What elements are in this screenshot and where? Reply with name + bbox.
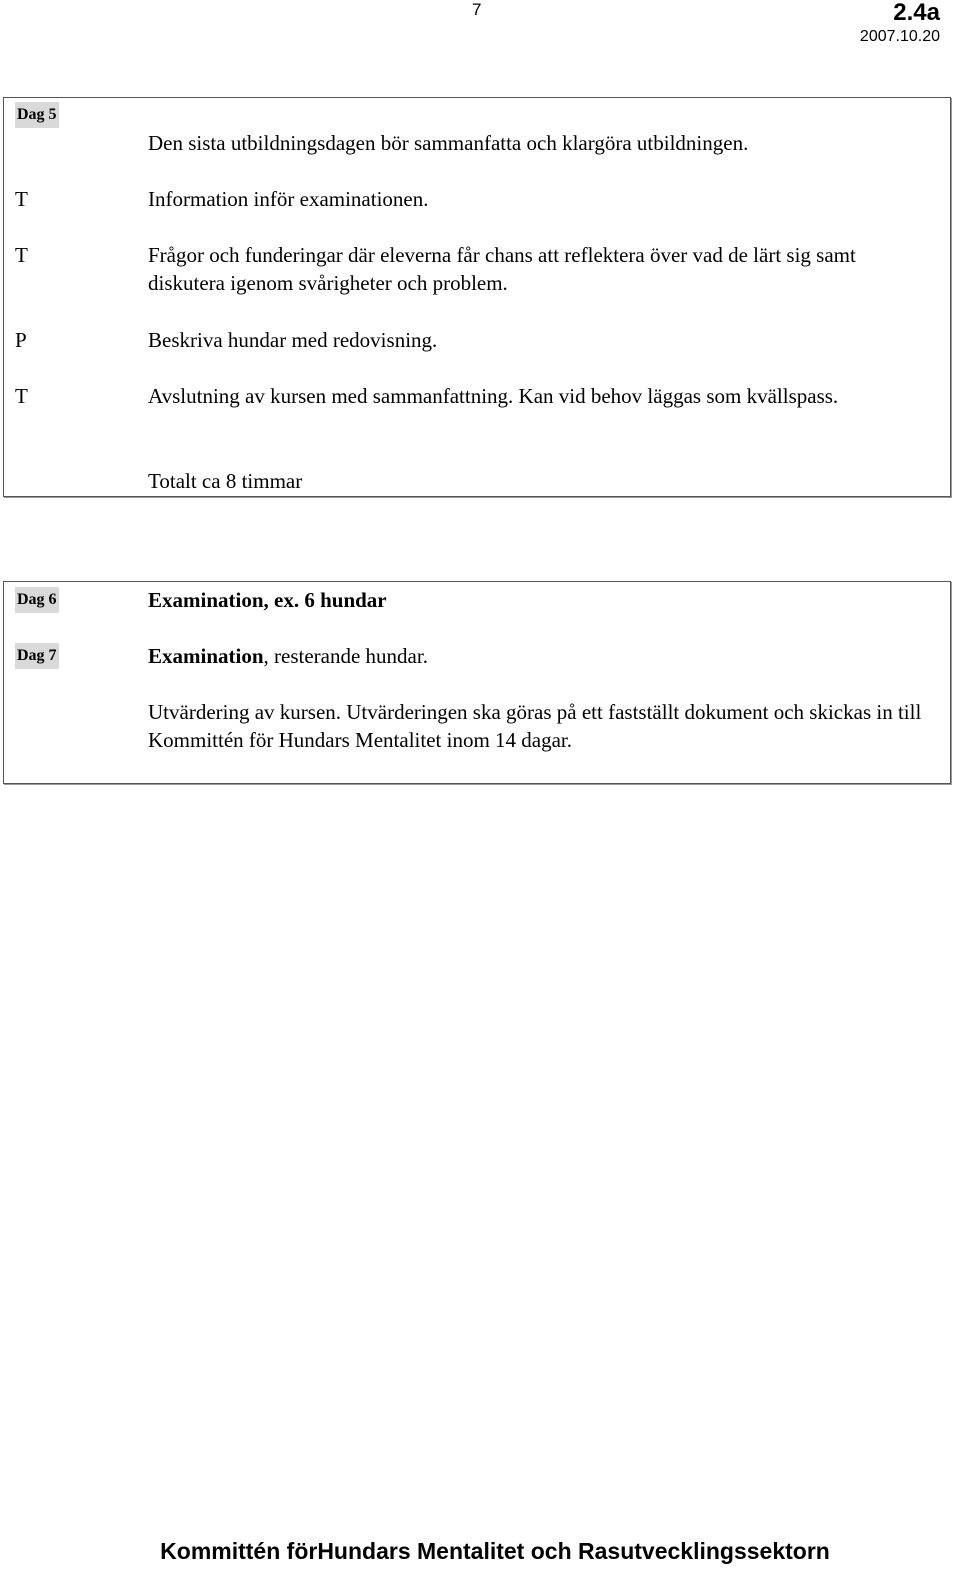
day7-text-rest: , resterande hundar. (263, 644, 428, 668)
document-id: 2.4a (893, 0, 940, 26)
document-date: 2007.10.20 (859, 28, 940, 45)
day6-label: Dag 6 (15, 587, 59, 613)
day7-text-bold: Examination (148, 644, 264, 668)
activity-text: Frågor och funderingar där eleverna får chans att reflektera över vad de lärt sig samt diskutera igenom svårigheter och problem. (148, 243, 856, 295)
day6-7-section (3, 581, 951, 784)
activity-code: T (15, 243, 28, 267)
activity-text: Information inför examinationen. (148, 187, 429, 211)
activity-code: P (15, 328, 27, 352)
total-hours-text: Totalt ca 8 timmar (148, 469, 303, 493)
activity-text: Avslutning av kursen med sammanfattning. Kan vid behov läggas som kvällspass. (148, 384, 839, 408)
page-number: 7 (472, 0, 482, 19)
evaluation-text: Utvärdering av kursen. Utvärderingen ska göras på ett fastställt dokument och skickas in till Kommittén för Hundars Mentalitet inom 14 dagar. (148, 700, 922, 752)
day5-intro-text: Den sista utbildningsdagen bör sammanfatta och klargöra utbildningen. (148, 131, 749, 155)
activity-text: Beskriva hundar med redovisning. (148, 328, 438, 352)
day6-text: Examination, ex. 6 hundar (148, 588, 387, 612)
day5-section (3, 97, 951, 497)
activity-code: T (15, 384, 28, 408)
day5-label: Dag 5 (15, 102, 59, 128)
day7-text (148, 642, 932, 670)
day7-label: Dag 7 (15, 643, 59, 669)
activity-code: T (15, 187, 28, 211)
footer-organization: Kommittén förHundars Mentalitet och Rasutvecklingssektorn (160, 1538, 830, 1564)
